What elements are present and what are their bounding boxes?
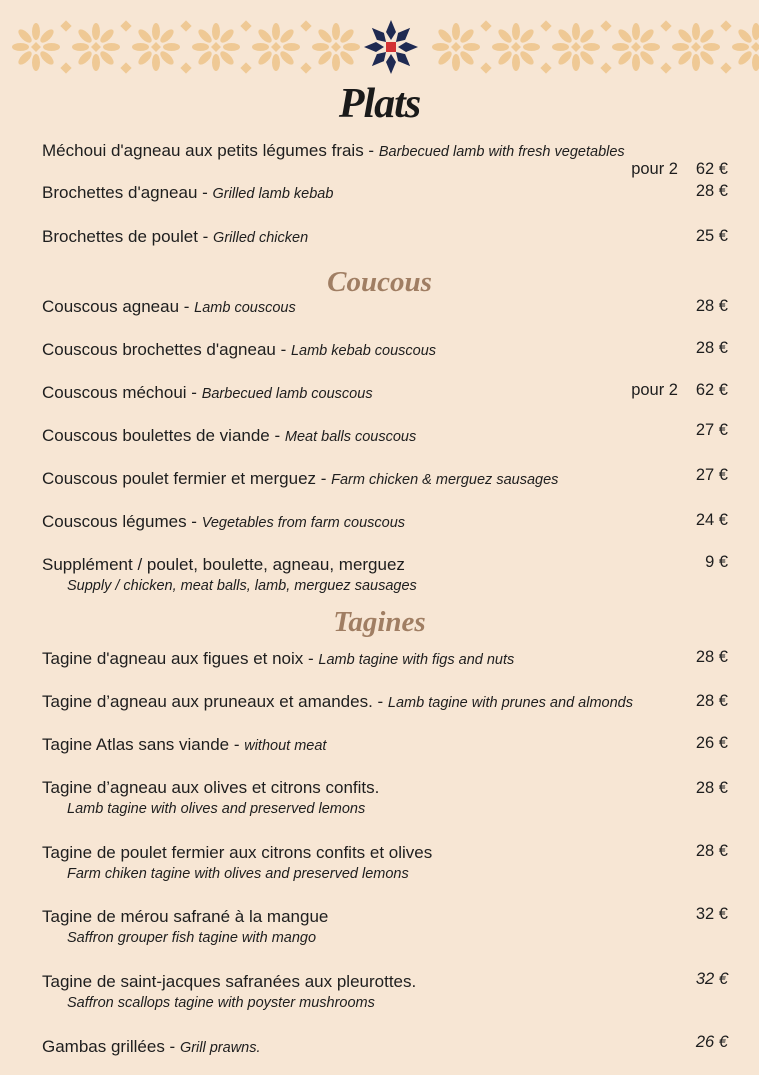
pattern-diamond [300,20,311,31]
item-price: 62 € [695,381,728,399]
item-translation: Saffron grouper fish tagine with mango [67,930,317,946]
moroccan-star-emblem-icon [364,20,418,74]
pattern-motif [312,23,360,71]
pattern-motif [192,23,240,71]
section-title-tagines: Tagines [333,606,426,638]
pattern-diamond [240,20,251,31]
item-price: 28 € [695,779,728,797]
pattern-diamond [600,62,611,73]
pattern-diamond [720,62,731,73]
item-price: 28 € [695,842,728,860]
decorative-pattern-banner [0,0,759,90]
menu-item-couscous-boulettes: Couscous boulettes de viande - Meat balls couscous [42,426,417,445]
pattern-diamond [720,20,731,31]
menu-item-couscous-mechoui: Couscous méchoui - Barbecued lamb couscous [42,383,373,402]
item-price: 28 € [695,648,728,666]
menu-item-couscous-brochettes: Couscous brochettes d'agneau - Lamb kebab couscous [42,340,437,359]
item-price: 26 € [695,734,728,752]
menu-item-couscous-legumes: Couscous légumes - Vegetables from farm couscous [42,512,406,531]
pattern-diamond [180,20,191,31]
menu-item-tagine-saint-jacques: Tagine de saint-jacques safranées aux pleurottes. [42,972,417,991]
emblem-center [386,42,396,52]
menu-item-gambas: Gambas grillées - Grill prawns. [42,1037,261,1056]
menu-item-tagine-poulet: Tagine de poulet fermier aux citrons confits et olives [42,843,433,862]
menu-item-tagine-pruneaux: Tagine d’agneau aux pruneaux et amandes. - Lamb tagine with prunes and almonds [42,692,633,711]
item-translation: Farm chiken tagine with olives and preserved lemons [67,866,409,882]
emblem-petal [386,20,396,40]
pattern-motif [252,23,300,71]
menu-item-brochettes-agneau: Brochettes d'agneau - Grilled lamb kebab [42,183,334,202]
pattern-motif [12,23,60,71]
item-price: 32 € [695,970,728,988]
pattern-diamond [600,20,611,31]
item-price: 28 € [695,692,728,710]
menu-item-couscous-poulet-merguez: Couscous poulet fermier et merguez - Farm chicken & merguez sausages [42,469,559,488]
item-price: 32 € [695,905,728,923]
item-price: 9 € [705,553,728,571]
item-price: 28 € [695,182,728,200]
menu-item-tagine-figues: Tagine d'agneau aux figues et noix - Lamb tagine with figs and nuts [42,649,515,668]
item-price: 28 € [695,339,728,357]
pattern-diamond [660,20,671,31]
menu-item-supplement: Supplément / poulet, boulette, agneau, merguez [42,555,405,574]
portion-label: pour 2 [631,381,678,399]
pattern-motif [552,23,600,71]
item-price: 28 € [695,297,728,315]
item-translation: Saffron scallops tagine with poyster mushrooms [67,995,375,1011]
item-price: 26 € [695,1033,728,1051]
pattern-diamond [120,62,131,73]
item-translation: Lamb tagine with olives and preserved lemons [67,801,366,817]
menu-item-tagine-olives: Tagine d’agneau aux olives et citrons confits. [42,778,380,797]
pattern-motif [432,23,480,71]
item-price: 27 € [695,421,728,439]
pattern-diamond [540,62,551,73]
pattern-diamond [180,62,191,73]
section-title-couscous: Coucous [327,266,432,298]
pattern-diamond [240,62,251,73]
pattern-diamond [300,62,311,73]
pattern-diamond [540,20,551,31]
menu-title: Plats [338,81,421,127]
emblem-petal [398,42,418,52]
pattern-diamond [60,20,71,31]
item-translation: Supply / chicken, meat balls, lamb, merguez sausages [67,578,417,594]
item-price: 24 € [695,511,728,529]
menu-item-tagine-atlas: Tagine Atlas sans viande - without meat [42,735,327,754]
pattern-motif [732,23,759,71]
item-price: 25 € [695,227,728,245]
menu-item-mechoui: Méchoui d'agneau aux petits légumes frais - Barbecued lamb with fresh vegetables [42,141,625,160]
pattern-diamond [120,20,131,31]
pattern-motif [72,23,120,71]
menu-item-couscous-agneau: Couscous agneau - Lamb couscous [42,297,296,316]
item-price: 27 € [695,466,728,484]
pattern-diamond [480,20,491,31]
pattern-diamond [480,62,491,73]
pattern-diamond [660,62,671,73]
menu-item-brochettes-poulet: Brochettes de poulet - Grilled chicken [42,227,309,246]
pattern-motif [492,23,540,71]
pattern-motif [132,23,180,71]
pattern-diamond [60,62,71,73]
emblem-petal [364,42,384,52]
menu-item-tagine-merou: Tagine de mérou safrané à la mangue [42,907,329,926]
pattern-motif [612,23,660,71]
emblem-petal [386,54,396,74]
item-price: 62 € [695,160,728,178]
portion-label: pour 2 [631,160,678,178]
pattern-motif [672,23,720,71]
